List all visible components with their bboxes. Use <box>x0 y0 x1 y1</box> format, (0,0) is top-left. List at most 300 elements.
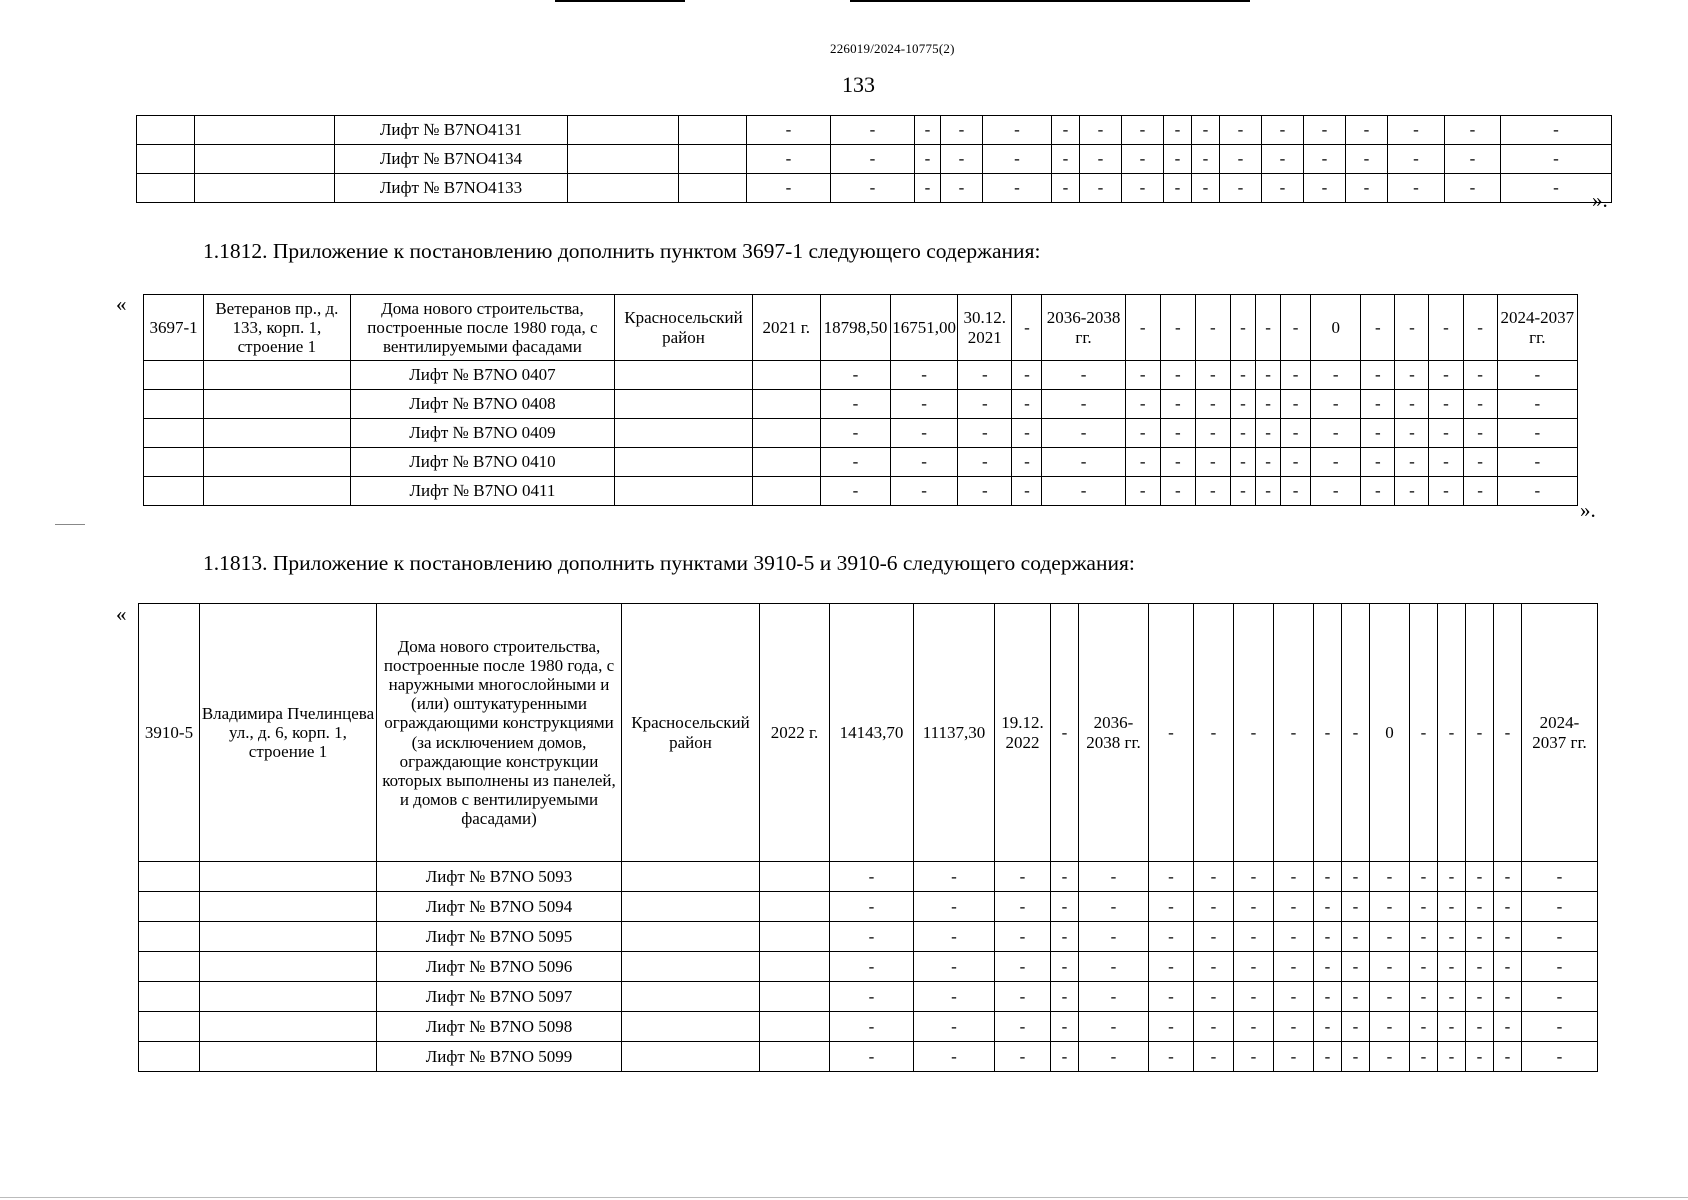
table-cell: - <box>1466 952 1494 982</box>
table-cell: - <box>958 477 1012 506</box>
table-cell <box>760 952 830 982</box>
table-cell: - <box>1149 952 1194 982</box>
scan-edge-line <box>850 0 1250 2</box>
table-cell: - <box>1346 116 1388 145</box>
table-cell: - <box>1160 448 1195 477</box>
table-cell: - <box>1164 145 1192 174</box>
table-cell: - <box>1494 982 1522 1012</box>
table-cell: - <box>1445 116 1501 145</box>
lift-row <box>137 174 1612 203</box>
table-cell <box>200 922 377 952</box>
table-cell: - <box>831 174 915 203</box>
table-cell: - <box>1463 390 1497 419</box>
table-cell: - <box>1149 922 1194 952</box>
table-cell: - <box>820 448 890 477</box>
table-cell: - <box>1149 862 1194 892</box>
table-cell: - <box>1466 982 1494 1012</box>
table-cell: - <box>1466 922 1494 952</box>
table-cell <box>139 1012 200 1042</box>
table-cell: Лифт № B7NO 5093 <box>377 862 622 892</box>
table-cell: 16751,00 <box>891 295 958 361</box>
table-cell: 3697-1 <box>144 295 204 361</box>
table-cell: - <box>1230 419 1255 448</box>
table-cell <box>139 862 200 892</box>
table-cell: - <box>1370 952 1410 982</box>
table-cell: - <box>1361 295 1395 361</box>
table-cell: - <box>1194 922 1234 952</box>
table-cell: - <box>958 448 1012 477</box>
table-cell: - <box>1281 295 1311 361</box>
section-heading-1812: 1.1812. Приложение к постановлению дополнить пунктом 3697-1 следующего содержания: <box>203 239 1041 263</box>
table-cell <box>200 952 377 982</box>
table-cell: - <box>1466 892 1494 922</box>
continuation-table <box>136 115 1612 203</box>
table-cell <box>622 952 760 982</box>
table-cell <box>622 892 760 922</box>
table-cell: - <box>1012 361 1042 390</box>
table-cell <box>204 390 350 419</box>
table-cell: - <box>1342 922 1370 952</box>
table-cell: - <box>1042 477 1125 506</box>
table-cell: - <box>1438 892 1466 922</box>
table-cell: - <box>1149 1042 1194 1072</box>
table-cell: - <box>831 116 915 145</box>
table-cell: - <box>1438 952 1466 982</box>
table-cell: - <box>1194 1012 1234 1042</box>
closing-quote: ». <box>1592 188 1608 212</box>
table-cell: Лифт № B7NO 0411 <box>350 477 615 506</box>
table-cell: - <box>941 116 983 145</box>
table-cell: - <box>1410 1012 1438 1042</box>
table-cell: - <box>1342 892 1370 922</box>
table-cell: - <box>1042 419 1125 448</box>
table-cell: - <box>1388 116 1445 145</box>
table-cell: - <box>1234 952 1274 982</box>
opening-quote: « <box>116 602 127 626</box>
lift-row <box>139 892 1598 922</box>
lift-row <box>139 1012 1598 1042</box>
table-cell: - <box>1342 982 1370 1012</box>
table-cell: 2021 г. <box>752 295 820 361</box>
table-cell: - <box>914 952 995 982</box>
table-cell: - <box>1160 361 1195 390</box>
table-cell <box>622 922 760 952</box>
table-cell <box>679 145 747 174</box>
table-cell: - <box>747 145 831 174</box>
table-cell: - <box>1522 952 1598 982</box>
table-cell: 19.12. 2022 <box>995 604 1051 862</box>
table-cell: - <box>1256 477 1281 506</box>
lift-row <box>144 477 1578 506</box>
table-cell: - <box>1438 982 1466 1012</box>
table-cell: - <box>1281 390 1311 419</box>
table-cell <box>752 448 820 477</box>
table-cell <box>760 1012 830 1042</box>
table-cell: - <box>820 419 890 448</box>
table-cell: - <box>1311 477 1361 506</box>
table-cell: - <box>995 862 1051 892</box>
table-cell: - <box>1052 174 1080 203</box>
scan-margin-mark <box>55 524 85 525</box>
lift-row <box>137 116 1612 145</box>
table-cell: - <box>1314 604 1342 862</box>
table-cell: - <box>1429 419 1463 448</box>
table-cell: - <box>1149 982 1194 1012</box>
table-cell: - <box>1079 862 1149 892</box>
table-cell: - <box>1314 952 1342 982</box>
table-cell: 2036-2038 гг. <box>1079 604 1149 862</box>
table-cell <box>204 448 350 477</box>
table-cell: Владимира Пчелинцева ул., д. 6, корп. 1, строение 1 <box>200 604 377 862</box>
lift-row <box>139 862 1598 892</box>
table-cell: - <box>1370 922 1410 952</box>
table-cell: - <box>1494 1012 1522 1042</box>
table-cell: Лифт № B7NO 0408 <box>350 390 615 419</box>
table-cell: 2024-2037 гг. <box>1497 295 1577 361</box>
table-cell: - <box>1012 390 1042 419</box>
table-cell <box>204 477 350 506</box>
table-cell: 11137,30 <box>914 604 995 862</box>
table-cell: - <box>958 419 1012 448</box>
item-3697-1-table <box>143 294 1578 506</box>
table-cell: - <box>1230 361 1255 390</box>
table-cell: - <box>1274 1012 1314 1042</box>
item-3910-5-table <box>138 603 1598 1072</box>
table-cell: - <box>914 1012 995 1042</box>
table-cell: - <box>1395 448 1429 477</box>
table-cell: - <box>1466 1042 1494 1072</box>
building-row <box>139 604 1598 862</box>
table-cell: - <box>1463 419 1497 448</box>
table-cell <box>200 892 377 922</box>
table-cell: - <box>891 419 958 448</box>
table-cell: - <box>1463 295 1497 361</box>
table-cell <box>752 390 820 419</box>
table-cell: - <box>1410 922 1438 952</box>
table-cell <box>760 982 830 1012</box>
table-cell: - <box>1494 892 1522 922</box>
table-cell: - <box>820 390 890 419</box>
table-cell: - <box>915 174 941 203</box>
table-cell: - <box>1194 952 1234 982</box>
table-cell: - <box>1125 390 1160 419</box>
table-cell: - <box>1497 361 1577 390</box>
table-cell: - <box>891 448 958 477</box>
table-cell: - <box>1370 1012 1410 1042</box>
table-cell: - <box>1281 477 1311 506</box>
table-cell <box>760 862 830 892</box>
table-cell: - <box>1164 116 1192 145</box>
table-cell: - <box>1234 1012 1274 1042</box>
table-cell: - <box>1125 448 1160 477</box>
table-cell: - <box>1497 419 1577 448</box>
table-cell: - <box>1220 116 1262 145</box>
table-cell: - <box>1051 604 1079 862</box>
table-cell: - <box>1052 116 1080 145</box>
lift-row <box>144 390 1578 419</box>
table-cell: - <box>1522 982 1598 1012</box>
table-cell: Лифт № B7NO 5096 <box>377 952 622 982</box>
table-cell <box>568 174 679 203</box>
table-cell: - <box>1079 892 1149 922</box>
table-cell: - <box>1192 174 1220 203</box>
table-cell: - <box>1051 1042 1079 1072</box>
section-heading-1813: 1.1813. Приложение к постановлению дополнить пунктами 3910-5 и 3910-6 следующего содержания: <box>203 551 1135 575</box>
table-cell <box>144 361 204 390</box>
table-cell <box>204 361 350 390</box>
lift-row <box>144 361 1578 390</box>
table-cell: - <box>747 116 831 145</box>
table-cell: - <box>1079 1012 1149 1042</box>
table-cell: - <box>1195 390 1230 419</box>
table-cell <box>568 145 679 174</box>
table-cell: - <box>1466 604 1494 862</box>
table-cell: - <box>1194 1042 1234 1072</box>
table-cell: - <box>1234 982 1274 1012</box>
table-cell: - <box>1192 145 1220 174</box>
table-cell: - <box>1149 604 1194 862</box>
table-cell: - <box>1160 295 1195 361</box>
table-cell: - <box>1311 419 1361 448</box>
table-cell <box>200 982 377 1012</box>
table-cell: - <box>1501 145 1612 174</box>
table-cell: 14143,70 <box>830 604 914 862</box>
table-cell: - <box>1230 295 1255 361</box>
table-cell <box>615 448 752 477</box>
table-cell: - <box>1195 419 1230 448</box>
table-cell: - <box>1230 477 1255 506</box>
table-cell: - <box>1429 448 1463 477</box>
table-cell: - <box>1438 922 1466 952</box>
table-cell: - <box>1274 862 1314 892</box>
table-cell <box>139 1042 200 1072</box>
table-cell: Лифт № B7NO 5099 <box>377 1042 622 1072</box>
table-cell: - <box>1194 982 1234 1012</box>
table-cell: - <box>1256 295 1281 361</box>
table-cell: - <box>1149 1012 1194 1042</box>
table-cell: - <box>1195 361 1230 390</box>
table-cell: - <box>1125 295 1160 361</box>
table-cell: - <box>1080 174 1122 203</box>
lift-row <box>137 145 1612 174</box>
table-cell: - <box>1125 477 1160 506</box>
table-cell: - <box>1429 361 1463 390</box>
table-cell: Дома нового строительства, построенные после 1980 года, с наружными многослойными и (или) оштукатуренными ограждающими конструкциями (за исключением домов, ограждающие конструкции которых выполнены из панелей, и домов с вентилируемыми фасадами) <box>377 604 622 862</box>
table-cell: - <box>1304 145 1346 174</box>
table-cell <box>615 419 752 448</box>
table-cell: - <box>1274 922 1314 952</box>
table-cell: - <box>1361 448 1395 477</box>
table-cell: - <box>1314 1012 1342 1042</box>
table-cell: - <box>1463 361 1497 390</box>
table-cell: - <box>1256 390 1281 419</box>
table-cell <box>200 1012 377 1042</box>
table-cell: - <box>914 922 995 952</box>
table-cell: - <box>983 116 1052 145</box>
table-cell: - <box>1195 295 1230 361</box>
table-cell: - <box>1361 477 1395 506</box>
table-cell <box>615 361 752 390</box>
table-cell <box>139 952 200 982</box>
table-cell: - <box>1314 982 1342 1012</box>
table-cell: - <box>1304 116 1346 145</box>
table-cell: - <box>1494 862 1522 892</box>
table-cell: - <box>1051 1012 1079 1042</box>
table-cell: - <box>1314 892 1342 922</box>
table-cell: - <box>1125 419 1160 448</box>
table-cell: - <box>1051 982 1079 1012</box>
table-cell: - <box>1194 862 1234 892</box>
table-cell: - <box>1122 174 1164 203</box>
table-cell: - <box>995 922 1051 952</box>
table-cell: - <box>1051 952 1079 982</box>
table-cell: - <box>1361 361 1395 390</box>
table-cell: 2036-2038 гг. <box>1042 295 1125 361</box>
table-cell: - <box>1220 145 1262 174</box>
lift-row <box>139 922 1598 952</box>
scan-bottom-line <box>0 1197 1688 1198</box>
table-cell: - <box>1160 390 1195 419</box>
table-cell: - <box>1388 174 1445 203</box>
table-cell: - <box>1079 982 1149 1012</box>
table-cell: - <box>1466 862 1494 892</box>
table-cell: - <box>1395 295 1429 361</box>
table-cell: - <box>1234 922 1274 952</box>
table-cell: - <box>1494 1042 1522 1072</box>
table-cell: - <box>914 892 995 922</box>
table-cell: - <box>1234 604 1274 862</box>
table-cell: - <box>1497 448 1577 477</box>
table-cell: - <box>1262 116 1304 145</box>
page-number: 133 <box>842 72 875 97</box>
table-cell: - <box>1230 390 1255 419</box>
table-cell: Лифт № B7NO4131 <box>335 116 568 145</box>
table-cell: - <box>1234 1042 1274 1072</box>
table-cell: - <box>1445 145 1501 174</box>
document-number: 226019/2024-10775(2) <box>830 41 955 56</box>
table-cell: - <box>1012 419 1042 448</box>
table-cell: - <box>914 862 995 892</box>
table-cell: - <box>1281 419 1311 448</box>
table-cell: - <box>1281 361 1311 390</box>
table-cell <box>622 1042 760 1072</box>
table-cell: - <box>820 361 890 390</box>
table-cell: - <box>830 952 914 982</box>
table-cell: - <box>941 145 983 174</box>
table-cell <box>622 982 760 1012</box>
table-cell: - <box>1429 477 1463 506</box>
table-cell: - <box>830 1042 914 1072</box>
table-cell: - <box>1220 174 1262 203</box>
table-cell: - <box>995 952 1051 982</box>
table-cell: - <box>1346 174 1388 203</box>
table-cell: - <box>1466 1012 1494 1042</box>
scan-edge-line <box>555 0 685 2</box>
table-cell: - <box>995 982 1051 1012</box>
table-cell: - <box>1445 174 1501 203</box>
table-cell: - <box>1438 1012 1466 1042</box>
table-cell <box>615 390 752 419</box>
table-cell: - <box>1370 862 1410 892</box>
table-cell: - <box>1361 419 1395 448</box>
table-cell: - <box>1234 892 1274 922</box>
table-cell: - <box>1501 116 1612 145</box>
table-cell: - <box>1274 982 1314 1012</box>
lift-row <box>139 1042 1598 1072</box>
table-cell: Лифт № B7NO 5098 <box>377 1012 622 1042</box>
table-cell: - <box>958 390 1012 419</box>
table-cell: - <box>820 477 890 506</box>
table-cell <box>137 116 195 145</box>
table-cell: - <box>1192 116 1220 145</box>
table-cell: - <box>1342 952 1370 982</box>
table-cell: - <box>1274 1042 1314 1072</box>
table-cell: - <box>891 390 958 419</box>
table-cell <box>752 419 820 448</box>
opening-quote: « <box>116 292 127 316</box>
table-cell <box>137 145 195 174</box>
table-cell: - <box>1311 448 1361 477</box>
table-cell: - <box>1122 116 1164 145</box>
table-cell: - <box>1080 145 1122 174</box>
table-cell: Лифт № B7NO 5094 <box>377 892 622 922</box>
table-cell: - <box>1125 361 1160 390</box>
table-cell: - <box>1149 892 1194 922</box>
table-cell <box>195 145 335 174</box>
building-row <box>144 295 1578 361</box>
lift-row <box>144 419 1578 448</box>
table-cell: - <box>1195 448 1230 477</box>
table-cell: - <box>1388 145 1445 174</box>
lift-row <box>139 982 1598 1012</box>
table-cell <box>622 1012 760 1042</box>
table-cell: Лифт № B7NO 0409 <box>350 419 615 448</box>
table-cell: - <box>1410 862 1438 892</box>
table-cell <box>200 862 377 892</box>
table-cell: - <box>1346 145 1388 174</box>
table-cell: - <box>891 361 958 390</box>
table-cell: Лифт № B7NO 5095 <box>377 922 622 952</box>
table-cell <box>204 419 350 448</box>
table-cell: - <box>1052 145 1080 174</box>
table-cell: - <box>1042 361 1125 390</box>
table-cell: - <box>1304 174 1346 203</box>
table-cell: Лифт № B7NO4133 <box>335 174 568 203</box>
table-cell: - <box>1051 922 1079 952</box>
lift-row <box>144 448 1578 477</box>
table-cell: - <box>1314 862 1342 892</box>
table-cell: - <box>1494 604 1522 862</box>
table-cell: - <box>1370 892 1410 922</box>
table-cell: - <box>995 1042 1051 1072</box>
table-cell: - <box>1160 419 1195 448</box>
table-cell: - <box>1262 145 1304 174</box>
table-cell: - <box>1395 361 1429 390</box>
table-cell: - <box>1051 892 1079 922</box>
table-cell: 0 <box>1370 604 1410 862</box>
table-cell <box>144 390 204 419</box>
table-cell: - <box>1122 145 1164 174</box>
table-cell: - <box>1164 174 1192 203</box>
table-cell: - <box>891 477 958 506</box>
table-cell: - <box>1438 862 1466 892</box>
closing-quote: ». <box>1580 498 1596 522</box>
table-cell: - <box>1497 390 1577 419</box>
table-cell: - <box>1497 477 1577 506</box>
table-cell: - <box>1410 952 1438 982</box>
table-cell <box>679 174 747 203</box>
table-cell <box>679 116 747 145</box>
